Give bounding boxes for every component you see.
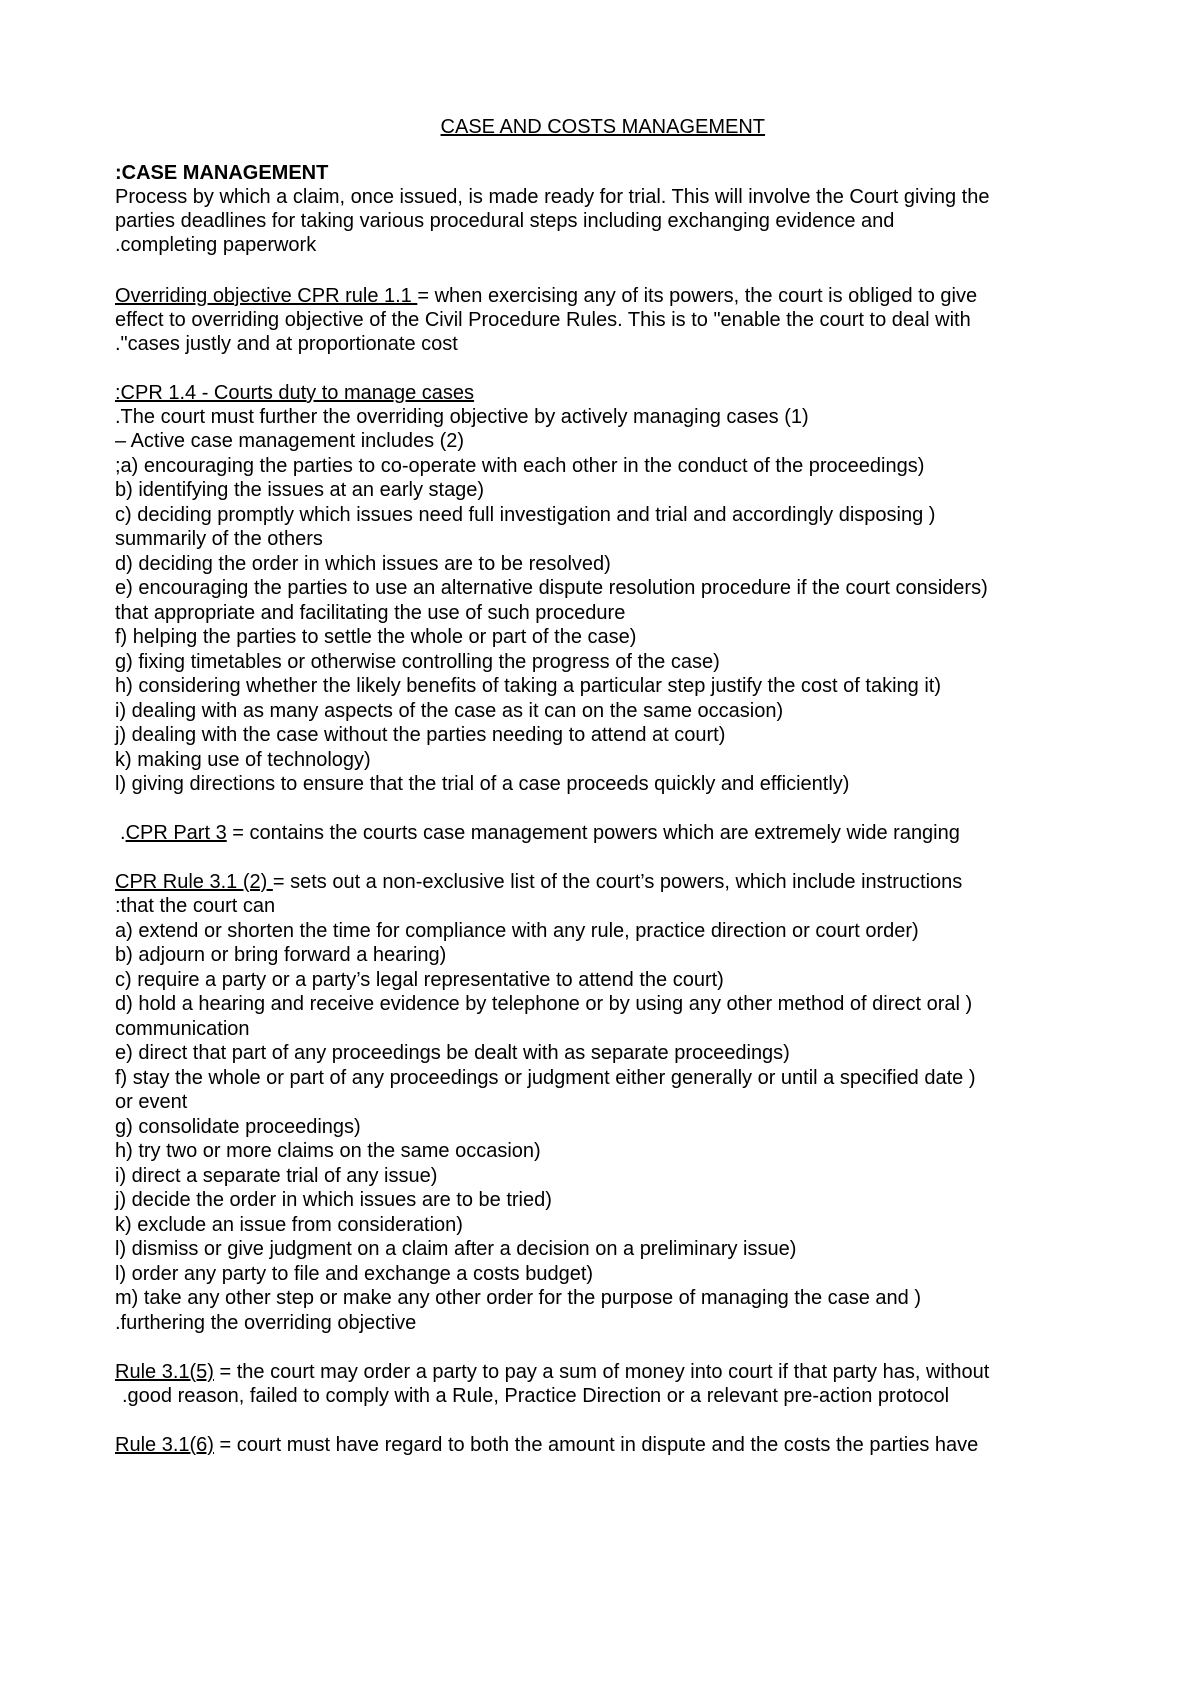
- cpr-1-4-line: d) deciding the order in which issues are to be resolved): [115, 553, 611, 575]
- cpr-1-4-line: ;a) encouraging the parties to co-operate with each other in the conduct of the proceedings): [115, 455, 925, 477]
- cpr-1-4-line: g) fixing timetables or otherwise controlling the progress of the case): [115, 651, 720, 673]
- rule-3-1-5-paragraph: [115, 1359, 1115, 1385]
- cpr-1-4-line: .The court must further the overriding objective by actively managing cases (1): [115, 406, 809, 428]
- cpr-part-3-ref: CPR Part 3: [125, 822, 227, 844]
- cpr-1-4-line: l) giving directions to ensure that the trial of a case proceeds quickly and efficiently): [115, 773, 850, 795]
- document-title: CASE AND COSTS MANAGEMENT: [440, 116, 766, 138]
- rule-3-1-2-line: b) adjourn or bring forward a hearing): [115, 944, 447, 966]
- rule-3-1-2-line: l) dismiss or give judgment on a claim after a decision on a preliminary issue): [115, 1238, 797, 1260]
- cpr-1-4-line: that appropriate and facilitating the use of such procedure: [115, 602, 626, 624]
- rule-3-1-2-line: f) stay the whole or part of any proceedings or judgment either generally or until a specified date ): [115, 1067, 976, 1089]
- rule-3-1-6-text: = court must have regard to both the amount in dispute and the costs the parties have: [213, 1434, 979, 1456]
- overriding-objective-ref: Overriding objective CPR rule 1.1: [115, 285, 418, 307]
- rule-3-1-2-line: d) hold a hearing and receive evidence by telephone or by using any other method of direct oral ): [115, 993, 973, 1015]
- cpr-part-3-paragraph: .CPR Part 3 = contains the courts case management powers which are extremely wide ranging: [120, 822, 960, 844]
- rule-3-1-5-line: .good reason, failed to comply with a Rule, Practice Direction or a relevant pre-action protocol: [122, 1385, 950, 1407]
- intro-line: .completing paperwork: [115, 234, 317, 256]
- rule-3-1-2-paragraph: [115, 869, 1115, 895]
- rule-3-1-2-ref: CPR Rule 3.1 (2): [115, 871, 273, 893]
- cpr-1-4-line: – Active case management includes (2): [115, 430, 465, 452]
- rule-3-1-2-text: = sets out a non-exclusive list of the court’s powers, which include instructions: [272, 871, 963, 893]
- overriding-objective-line: effect to overriding objective of the Civil Procedure Rules. This is to "enable the court to deal with: [115, 309, 971, 331]
- rule-3-1-2-line: g) consolidate proceedings): [115, 1116, 361, 1138]
- rule-3-1-2-line: k) exclude an issue from consideration): [115, 1214, 463, 1236]
- rule-3-1-2-line: a) extend or shorten the time for compliance with any rule, practice direction or court order): [115, 920, 919, 942]
- rule-3-1-2-line: c) require a party or a party’s legal representative to attend the court): [115, 969, 724, 991]
- rule-3-1-2-line: i) direct a separate trial of any issue): [115, 1165, 438, 1187]
- cpr-1-4-line: summarily of the others: [115, 528, 323, 550]
- overriding-objective-paragraph: [115, 283, 1115, 309]
- rule-3-1-2-line: :that the court can: [115, 895, 276, 917]
- rule-3-1-5-text: = the court may order a party to pay a sum of money into court if that party has, without: [213, 1361, 990, 1383]
- overriding-objective-text: = when exercising any of its powers, the court is obliged to give: [417, 285, 978, 307]
- rule-3-1-2-line: e) direct that part of any proceedings be dealt with as separate proceedings): [115, 1042, 790, 1064]
- rule-3-1-2-line: l) order any party to file and exchange a costs budget): [115, 1263, 594, 1285]
- cpr-1-4-line: h) considering whether the likely benefits of taking a particular step justify the cost of taking it): [115, 675, 941, 697]
- rule-3-1-6-paragraph: [115, 1432, 1115, 1458]
- rule-3-1-2-line: communication: [115, 1018, 250, 1040]
- cpr-1-4-line: c) deciding promptly which issues need full investigation and trial and accordingly disposing ): [115, 504, 936, 526]
- cpr-part-3-text: = contains the courts case management powers which are extremely wide ranging: [226, 822, 960, 844]
- cpr-1-4-line: e) encouraging the parties to use an alternative dispute resolution procedure if the court considers): [115, 577, 988, 599]
- cpr-1-4-line: i) dealing with as many aspects of the case as it can on the same occasion): [115, 700, 784, 722]
- case-management-heading: :CASE MANAGEMENT: [115, 162, 329, 184]
- intro-line: parties deadlines for taking various procedural steps including exchanging evidence and: [115, 210, 895, 232]
- rule-3-1-6-ref: Rule 3.1(6): [115, 1434, 214, 1456]
- cpr-1-4-line: b) identifying the issues at an early stage): [115, 479, 485, 501]
- rule-3-1-2-line: or event: [115, 1091, 188, 1113]
- intro-line: Process by which a claim, once issued, is made ready for trial. This will involve the Court giving the: [115, 186, 990, 208]
- cpr-1-4-line: f) helping the parties to settle the whole or part of the case): [115, 626, 637, 648]
- cpr-1-4-heading: :CPR 1.4 - Courts duty to manage cases: [115, 382, 475, 404]
- cpr-1-4-line: k) making use of technology): [115, 749, 371, 771]
- rule-3-1-2-line: m) take any other step or make any other order for the purpose of managing the case and ): [115, 1287, 922, 1309]
- rule-3-1-2-line: h) try two or more claims on the same occasion): [115, 1140, 541, 1162]
- rule-3-1-2-line: j) decide the order in which issues are to be tried): [115, 1189, 552, 1211]
- overriding-objective-line: ."cases justly and at proportionate cost: [115, 333, 458, 355]
- rule-3-1-5-ref: Rule 3.1(5): [115, 1361, 214, 1383]
- cpr-1-4-line: j) dealing with the case without the parties needing to attend at court): [115, 724, 726, 746]
- rule-3-1-2-line: .furthering the overriding objective: [115, 1312, 417, 1334]
